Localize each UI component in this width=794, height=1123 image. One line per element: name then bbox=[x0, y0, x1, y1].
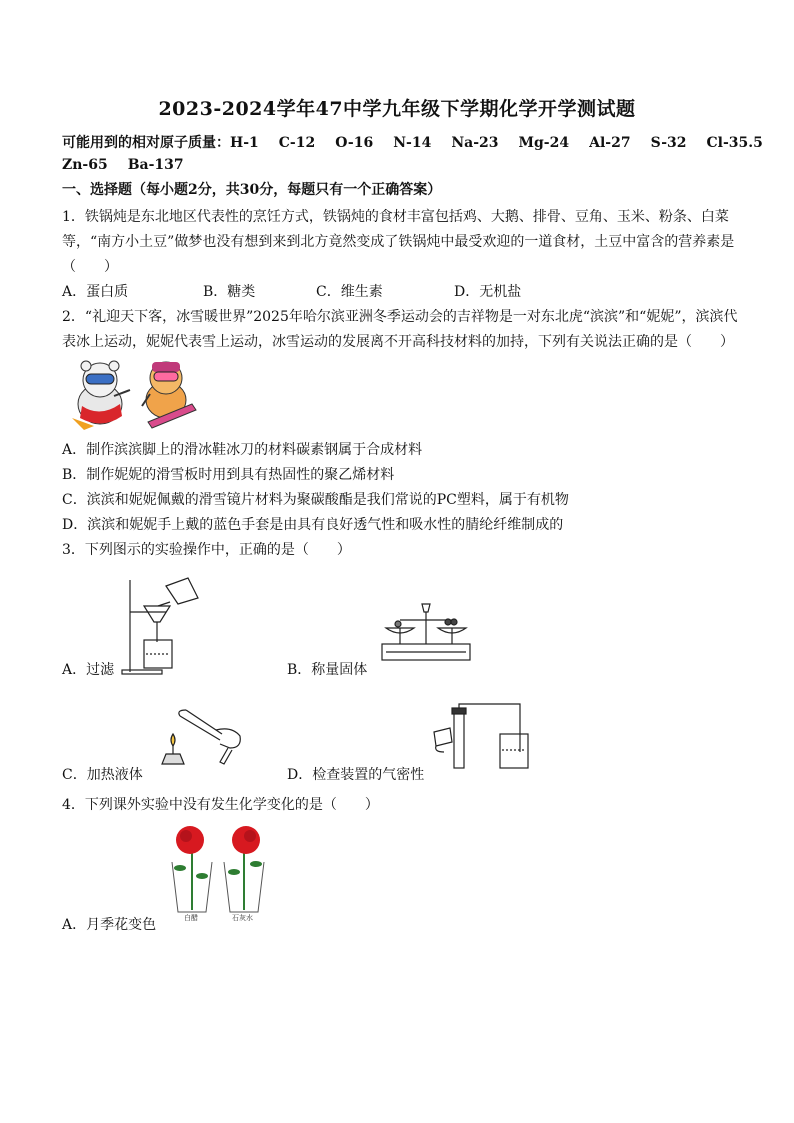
mass-item: S-32 bbox=[650, 135, 687, 151]
mass-item: N-14 bbox=[393, 135, 432, 151]
mass-item: H-1 bbox=[230, 135, 259, 151]
mass-item: Na-23 bbox=[451, 135, 499, 151]
q1-option-d: D．无机盐 bbox=[454, 284, 522, 300]
nini-mascot bbox=[142, 362, 196, 428]
mass-item: Ba-137 bbox=[127, 157, 184, 173]
q2-stem-line1: 2．“礼迎天下客，冰雪暖世界”2025年哈尔滨亚洲冬季运动会的吉祥物是一对东北虎“滨滨”和“妮妮”，滨滨代 bbox=[62, 309, 738, 325]
mascot-image bbox=[64, 356, 204, 432]
q1-option-a: A．蛋白质 bbox=[62, 284, 129, 300]
q3-option-c: C．加热液体 bbox=[62, 767, 143, 783]
q3-option-a: A．过滤 bbox=[62, 662, 115, 678]
heating-figure bbox=[150, 696, 252, 768]
q3-option-b: B．称量固体 bbox=[287, 662, 368, 678]
q1-option-c: C．维生素 bbox=[316, 284, 383, 300]
mass-item: O-16 bbox=[335, 135, 374, 151]
mass-item: Mg-24 bbox=[518, 135, 570, 151]
binbin-mascot bbox=[72, 361, 130, 430]
q3-stem: 3．下列图示的实验操作中，正确的是（ ） bbox=[62, 542, 351, 558]
q4-option-a: A．月季花变色 bbox=[62, 917, 157, 933]
q1-stem-line2: 等，“南方小土豆”做梦也没有想到来到北方竟然变成了铁锅炖中最受欢迎的一道食材，土豆中富含的营养素是 bbox=[62, 234, 735, 250]
mass-item: C-12 bbox=[278, 135, 316, 151]
airtightness-figure bbox=[430, 702, 530, 772]
atomic-masses-line-2 bbox=[62, 157, 204, 173]
limewater-label: 石灰水 bbox=[232, 914, 253, 922]
mass-item: Cl-35.5 bbox=[706, 135, 763, 151]
q1-stem-line1: 1．铁锅炖是东北地区代表性的烹饪方式，铁锅炖的食材丰富包括鸡、大鹅、排骨、豆角、玉米、粉条、白菜 bbox=[62, 209, 729, 225]
q1-option-b: B．糖类 bbox=[203, 284, 256, 300]
q1-stem-line3: （ ） bbox=[62, 259, 118, 275]
q2-option-a: A．制作滨滨脚上的滑冰鞋冰刀的材料碳素钢属于合成材料 bbox=[62, 442, 423, 458]
mass-item: Al-27 bbox=[589, 135, 631, 151]
q2-option-c: C．滨滨和妮妮佩戴的滑雪镜片材料为聚碳酸酯是我们常说的PC塑料，属于有机物 bbox=[62, 492, 569, 508]
atomic-masses-line bbox=[62, 132, 763, 152]
atomic-masses-label: 可能用到的相对原子质量： bbox=[62, 135, 230, 151]
q4-stem: 4．下列课外实验中没有发生化学变化的是（ ） bbox=[62, 797, 379, 813]
q2-option-d: D．滨滨和妮妮手上戴的蓝色手套是由具有良好透气性和吸水性的腈纶纤维制成的 bbox=[62, 517, 564, 533]
q2-stem-line2: 表冰上运动，妮妮代表雪上运动，冰雪运动的发展离不开高科技材料的加持，下列有关说法正确的是（ ） bbox=[62, 334, 734, 350]
section-heading: 一、选择题（每小题2分，共30分，每题只有一个正确答案） bbox=[62, 182, 442, 198]
balance-figure bbox=[378, 598, 474, 668]
q3-option-d: D．检查装置的气密性 bbox=[287, 767, 425, 783]
vinegar-label: 白醋 bbox=[184, 914, 198, 922]
mass-item: Zn-65 bbox=[62, 157, 108, 173]
page-title: 2023-2024学年47中学九年级下学期化学开学测试题 bbox=[158, 98, 636, 120]
filtration-figure bbox=[118, 576, 210, 676]
rose-figure bbox=[166, 822, 278, 922]
q2-option-b: B．制作妮妮的滑雪板时用到具有热固性的聚乙烯材料 bbox=[62, 467, 395, 483]
